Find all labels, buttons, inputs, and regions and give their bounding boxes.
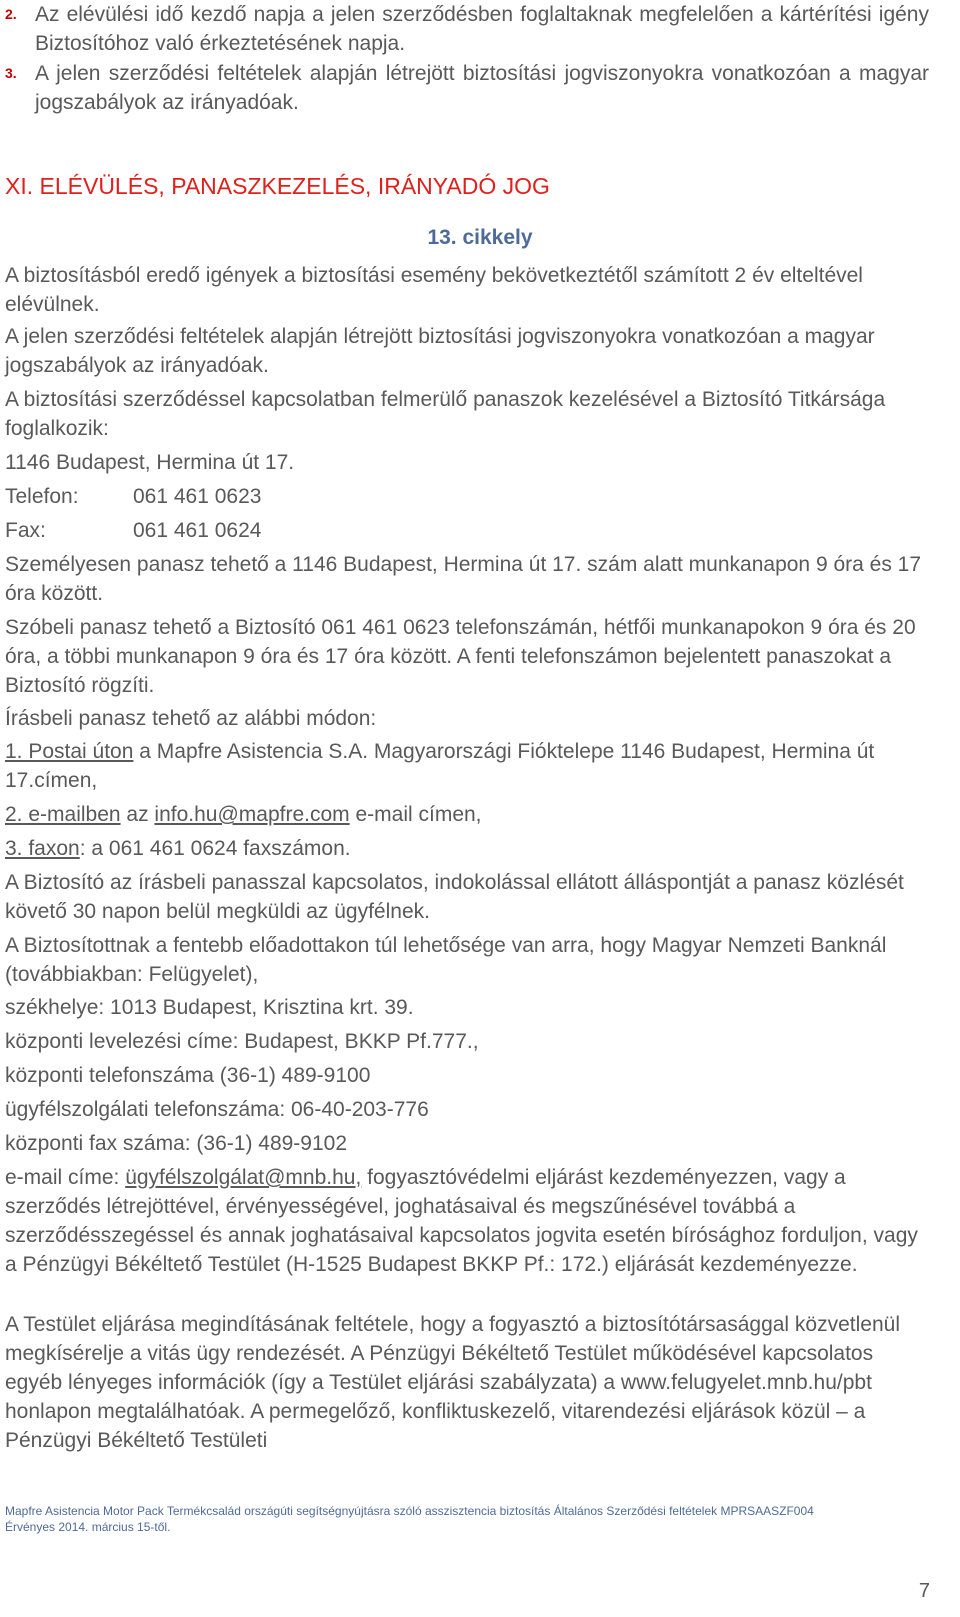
list-text: Az elévülési idő kezdő napja a jelen szerződésben foglaltaknak megfelelően a kártérítési igény Biztosítóhoz való érkeztetésének napja. bbox=[35, 3, 929, 55]
email-way-link[interactable]: 2. e-mailben bbox=[5, 803, 121, 826]
footer-line-2: Érvényes 2014. március 15-től. bbox=[5, 1520, 171, 1534]
mnb-fax: központi fax száma: (36-1) 489-9102 bbox=[5, 1132, 348, 1155]
written-way-email bbox=[5, 800, 482, 829]
paragraph-board: A Testület eljárása megindításának feltétele, hogy a fogyasztó a biztosítótársasággal közvetlenül megkísérelje a vitás ügy rendezését. A Pénzügyi Békéltető Testület működésével kapcsolatos egyéb lényeges információk (így a Testület eljárási szabályzata) a www.felugyelet.mnb.hu/pbt honlapon megtalálhatóak. A permegelőző, konfliktuskezelő, vitarendezési eljárások közül – a Pénzügyi Békéltető Testületi bbox=[5, 1313, 900, 1452]
post-link[interactable]: 1. Postai úton bbox=[5, 740, 134, 763]
page-footer bbox=[5, 1503, 814, 1535]
email-way-text: e-mail címen, bbox=[349, 803, 482, 826]
list-item bbox=[5, 59, 935, 117]
address-line: 1146 Budapest, Hermina út 17. bbox=[5, 451, 295, 474]
section-title: XI. ELÉVÜLÉS, PANASZKEZELÉS, IRÁNYADÓ JOG bbox=[5, 173, 550, 199]
written-way-fax bbox=[5, 834, 351, 863]
fax-way-link[interactable]: 3. faxon bbox=[5, 837, 80, 860]
post-text: a Mapfre Asistencia S.A. Magyarországi Fióktelepe 1146 Budapest, Hermina út 17.címen, bbox=[5, 740, 875, 792]
fax-way-text: : a 061 461 0624 faxszámon. bbox=[79, 837, 351, 860]
fax-row bbox=[5, 516, 261, 545]
phone-value: 061 461 0623 bbox=[133, 485, 262, 508]
footer-line-1: Mapfre Asistencia Motor Pack Termékcsalád országúti segítségnyújtásra szóló asszisztencia biztosítás Általános Szerződési feltételek MPRSAASZF004 bbox=[5, 1504, 814, 1518]
list-item bbox=[5, 0, 935, 58]
list-number: 3. bbox=[5, 65, 17, 81]
list-text: A jelen szerződési feltételek alapján létrejött biztosítási jogviszonyokra vonatkozóan a magyar jogszabályok az irányadóak. bbox=[35, 62, 929, 114]
phone-label: Telefon: bbox=[5, 485, 79, 508]
mnb-email-prefix: e-mail címe: bbox=[5, 1166, 126, 1189]
mnb-email-link[interactable]: ügyfélszolgálat@mnb.hu, bbox=[125, 1166, 362, 1189]
fax-label: Fax: bbox=[5, 519, 46, 542]
fax-value: 061 461 0624 bbox=[133, 519, 262, 542]
mnb-email-text: fogyasztóvédelmi eljárást kezdeményezzen, vagy a szerződés létrejöttével, érvényességével, joghatásaival és megszűnésével továbbá a szerződésszegéssel és annak joghatásaival kapcsolatos jogvita esetén bírósághoz forduljon, vagy a Pénzügyi Békéltető Testület (H-1525 Budapest BKKP Pf.: 172.) eljárását kezdeményezze. bbox=[5, 1166, 918, 1276]
paragraph-response: A Biztosító az írásbeli panasszal kapcsolatos, indokolással ellátott álláspontját a panasz közlését követő 30 napon belül megküldi az ügyfélnek. bbox=[5, 871, 904, 923]
paragraph-mnb: A Biztosítottnak a fentebb előadottakon túl lehetősége van arra, hogy Magyar Nemzeti Banknál (továbbiakban: Felügyelet), bbox=[5, 934, 887, 986]
mnb-service-phone: ügyfélszolgálati telefonszáma: 06-40-203-776 bbox=[5, 1098, 429, 1121]
mapfre-email-link[interactable]: info.hu@mapfre.com bbox=[154, 803, 350, 826]
paragraph-governing-law: A jelen szerződési feltételek alapján létrejött biztosítási jogviszonyokra vonatkozóan a magyar jogszabályok az irányadóak. bbox=[5, 325, 875, 377]
paragraph-prescription: A biztosításból eredő igények a biztosítási esemény bekövetkeztétől számított 2 év elteltével elévülnek. bbox=[5, 264, 863, 316]
mnb-postal: központi levelezési címe: Budapest, BKKP Pf.777., bbox=[5, 1030, 479, 1053]
written-way-post bbox=[5, 737, 935, 795]
page-number: 7 bbox=[918, 1580, 930, 1602]
article-title: 13. cikkely bbox=[427, 226, 533, 249]
paragraph-written: Írásbeli panasz tehető az alábbi módon: bbox=[5, 707, 377, 730]
mnb-phone: központi telefonszáma (36-1) 489-9100 bbox=[5, 1064, 371, 1087]
paragraph-mnb-email bbox=[5, 1163, 935, 1279]
list-number: 2. bbox=[5, 6, 17, 22]
mnb-seat: székhelye: 1013 Budapest, Krisztina krt. 39. bbox=[5, 996, 414, 1019]
phone-row bbox=[5, 482, 261, 511]
email-way-mid: az bbox=[120, 803, 155, 826]
paragraph-complaints: A biztosítási szerződéssel kapcsolatban felmerülő panaszok kezelésével a Biztosító Titkársága foglalkozik: bbox=[5, 388, 886, 440]
paragraph-oral: Szóbeli panasz tehető a Biztosító 061 461 0623 telefonszámán, hétfői munkanapokon 9 óra és 20 óra, a többi munkanapon 9 óra és 17 óra között. A fenti telefonszámon bejelentett panaszokat a Biztosító rögzíti. bbox=[5, 616, 916, 697]
paragraph-personal: Személyesen panasz tehető a 1146 Budapest, Hermina út 17. szám alatt munkanapon 9 óra és 17 óra között. bbox=[5, 553, 922, 605]
